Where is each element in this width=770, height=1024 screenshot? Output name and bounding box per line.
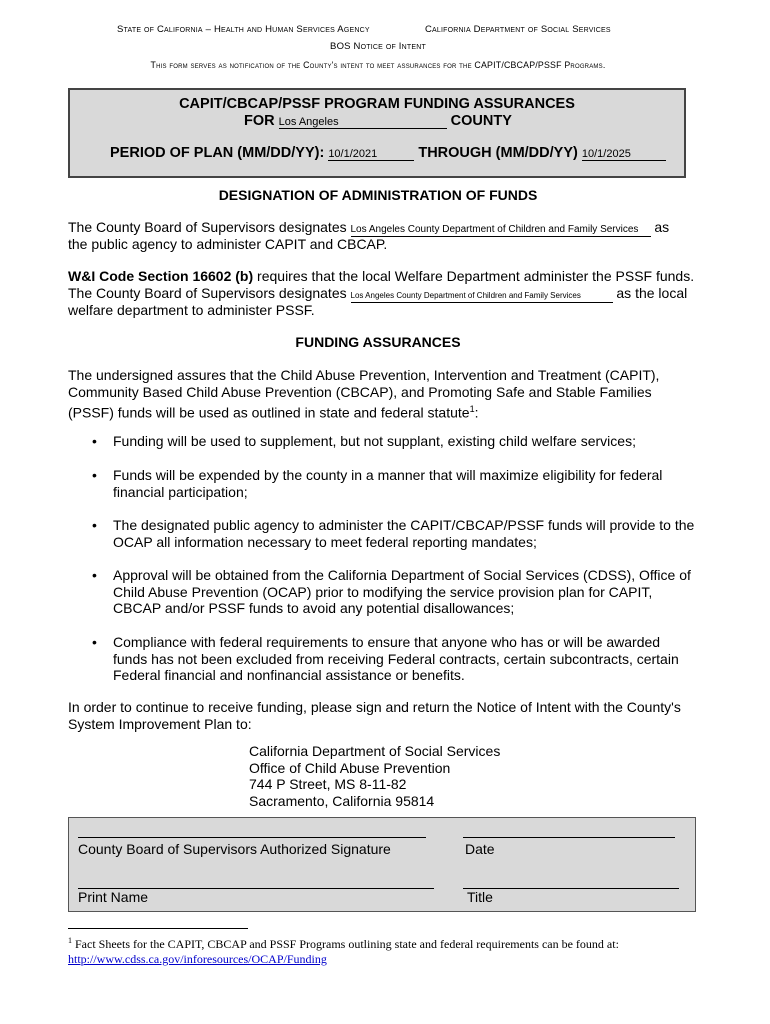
address-block — [249, 743, 500, 809]
pssf-agency-field[interactable] — [351, 287, 613, 303]
bullet-dot: • — [92, 517, 97, 533]
bullet-4-line: Child Abuse Prevention (OCAP) prior to modifying the service provision plan for CAPIT, — [113, 583, 653, 600]
bullet-4-line: CBCAP and/or PSSF funds to avoid any potential disallowances; — [113, 600, 515, 617]
closing-l1: In order to continue to receive funding, please sign and return the Notice of Intent with the County's — [68, 699, 681, 715]
designation-p3-line2: welfare department to administer PSSF. — [68, 302, 315, 318]
bullet-4 — [113, 567, 703, 617]
bullet-5-line: funds has not been excluded from receiving Federal contracts, certain subcontracts, certain — [113, 650, 679, 667]
signature-label: County Board of Supervisors Authorized Signature — [78, 841, 391, 857]
intro-colon: : — [474, 404, 479, 421]
bullet-2-line: Funds will be expended by the county in a manner that will maximize eligibility for federal — [113, 467, 663, 483]
period-start-value: 10/1/2021 — [328, 148, 378, 160]
bullet-5 — [113, 634, 703, 684]
period-label: PERIOD OF PLAN (MM/DD/YY): — [110, 145, 325, 161]
bullet-5-line: Compliance with federal requirements to ensure that anyone who has or will be awarded — [113, 634, 661, 650]
footnote-ref: 1 — [469, 404, 475, 414]
funding-heading: FUNDING ASSURANCES — [295, 334, 461, 350]
footnote-body: Fact Sheets for the CAPIT, CBCAP and PSSF Programs outlining state and federal requirements can be found at: — [75, 937, 619, 951]
form-name: BOS Notice of Intent — [330, 41, 426, 52]
p1-suffix: as — [654, 219, 670, 235]
p3-suffix: as the local — [616, 285, 688, 301]
bullet-1 — [113, 433, 703, 450]
address-line: California Department of Social Services — [249, 743, 501, 759]
pssf-agency-value: Los Angeles County Department of Children and Family Services — [350, 291, 581, 300]
date-line[interactable] — [463, 837, 675, 838]
footnote-marker: 1 — [68, 936, 72, 945]
bullet-2 — [113, 467, 703, 500]
bullet-dot: • — [92, 567, 97, 583]
designation-p1-line2: the public agency to administer CAPIT and CBCAP. — [68, 236, 388, 252]
address-line: Office of Child Abuse Prevention — [249, 759, 451, 776]
bullet-1-line: Funding will be used to supplement, but not supplant, existing child welfare services; — [113, 433, 636, 449]
cbcap-agency-field[interactable] — [351, 221, 651, 237]
title-label: Title — [467, 889, 493, 905]
p3-prefix: The County Board of Supervisors designates — [68, 285, 347, 301]
notice-line: This form serves as notification of the County's intent to meet assurances for the CAPIT/CBCAP/PSSF Programs. — [150, 60, 606, 70]
period-line — [110, 145, 666, 161]
through-label: THROUGH (MM/DD/YY) — [418, 145, 578, 161]
period-start-field[interactable] — [328, 147, 414, 161]
footnote-link-wrap — [68, 952, 327, 967]
footnote-rule — [68, 928, 248, 929]
bullet-3-line: The designated public agency to administer the CAPIT/CBCAP/PSSF funds will provide to the — [113, 517, 695, 533]
title-box — [68, 88, 686, 178]
county-label: COUNTY — [450, 113, 512, 129]
bullet-dot: • — [92, 467, 97, 483]
period-end-field[interactable] — [582, 147, 666, 161]
county-value: Los Angeles — [278, 116, 339, 128]
funding-intro-l1: The undersigned assures that the Child Abuse Prevention, Intervention and Treatment (CAPIT), — [68, 367, 660, 383]
for-label: FOR — [244, 113, 275, 129]
bullet-3-line: OCAP all information necessary to meet federal reporting mandates; — [113, 533, 537, 550]
signature-box — [68, 817, 696, 912]
bullet-dot: • — [92, 634, 97, 650]
cbcap-agency-value: Los Angeles County Department of Children and Family Services — [350, 224, 639, 235]
funding-intro-l2: Community Based Child Abuse Prevention (CBCAP), and Promoting Safe and Stable Families — [68, 384, 652, 400]
footnote-text — [68, 936, 619, 952]
agency-right: California Department of Social Services — [425, 24, 611, 35]
designation-p2 — [68, 268, 694, 285]
p2-rest: requires that the local Welfare Department administer the PSSF funds. — [257, 268, 695, 284]
intro-l3-text: (PSSF) funds will be used as outlined in state and federal statute — [68, 404, 470, 421]
date-label: Date — [465, 841, 495, 857]
county-field[interactable] — [279, 115, 447, 129]
signature-line[interactable] — [78, 837, 426, 838]
closing-l2: System Improvement Plan to: — [68, 716, 252, 732]
bullet-2-line: financial participation; — [113, 483, 248, 500]
form-title: CAPIT/CBCAP/PSSF PROGRAM FUNDING ASSURANCES — [179, 96, 575, 112]
print-name-label: Print Name — [78, 889, 149, 905]
address-line: Sacramento, California 95814 — [249, 792, 435, 809]
wi-code: W&I Code Section 16602 (b) — [68, 268, 254, 284]
designation-p3 — [68, 285, 687, 303]
address-line: 744 P Street, MS 8-11-82 — [249, 776, 407, 793]
designation-heading: DESIGNATION OF ADMINISTRATION OF FUNDS — [218, 187, 538, 203]
agency-left: State of California – Health and Human Services Agency — [117, 24, 370, 35]
designation-p1 — [68, 219, 669, 237]
title-line[interactable] — [463, 888, 679, 889]
bullet-dot: • — [92, 433, 97, 449]
bullet-4-line: Approval will be obtained from the California Department of Social Services (CDSS), Office of — [113, 567, 691, 583]
p1-prefix: The County Board of Supervisors designates — [68, 219, 347, 235]
period-end-value: 10/1/2025 — [581, 148, 631, 160]
county-line — [244, 113, 512, 129]
bullet-3 — [113, 517, 703, 550]
footnote-link[interactable]: http://www.cdss.ca.gov/inforesources/OCAP/Funding — [68, 952, 327, 966]
bullet-5-line: Federal financial and nonfinancial assistance or benefits. — [113, 667, 465, 684]
funding-intro-l3 — [68, 401, 478, 421]
